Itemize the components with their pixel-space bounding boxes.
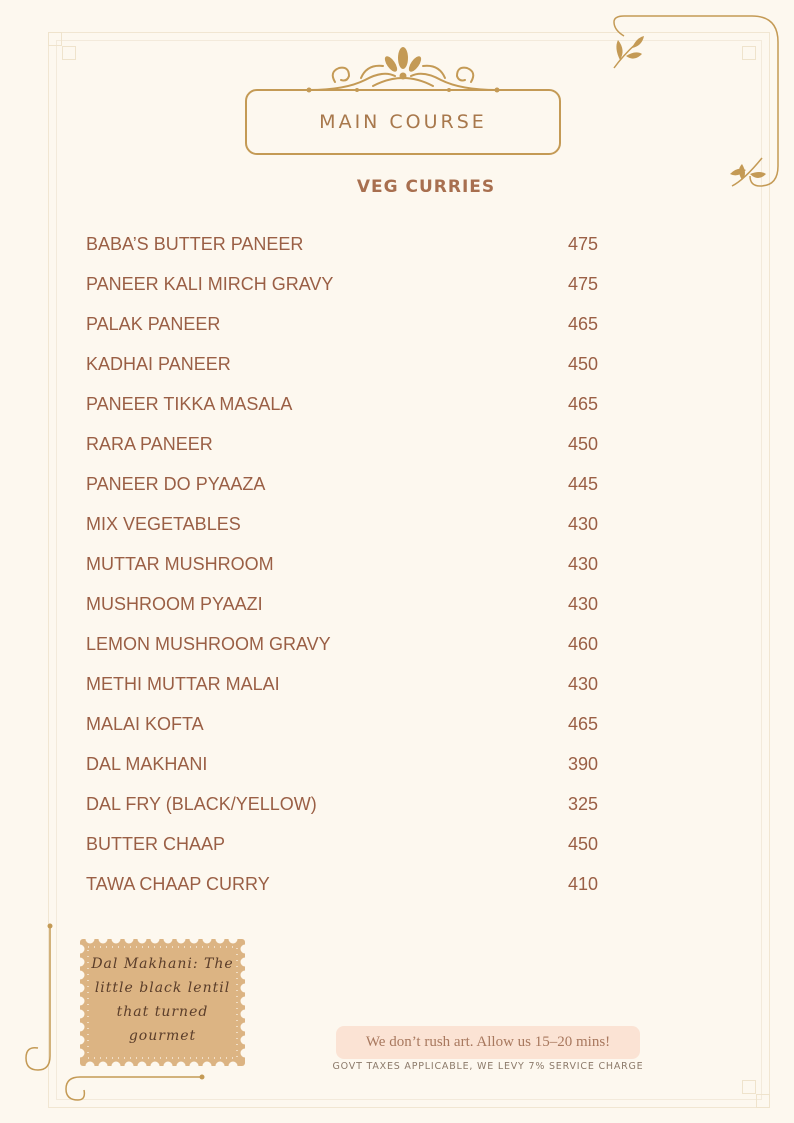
menu-item-name: METHI MUTTAR MALAI (86, 673, 280, 694)
menu-item-name: LEMON MUSHROOM GRAVY (86, 633, 331, 654)
tag-line: Dal Makhani: The (91, 956, 234, 972)
menu-item-price: 465 (567, 713, 598, 734)
menu-item-name: TAWA CHAAP CURRY (86, 873, 270, 894)
menu-item (86, 744, 602, 784)
menu-item-price: 445 (567, 473, 598, 494)
menu-item-price: 430 (567, 673, 598, 694)
page-title: MAIN COURSE (319, 111, 487, 133)
menu-item-name: DAL FRY (BLACK/YELLOW) (86, 793, 317, 814)
menu-item-name: BUTTER CHAAP (86, 833, 226, 854)
menu-item-price: 430 (567, 513, 598, 534)
menu-item (86, 704, 602, 744)
menu-item-name: MALAI KOFTA (86, 713, 204, 734)
menu-item-name: PALAK PANEER (86, 313, 221, 334)
section-title: VEG CURRIES (356, 177, 496, 197)
menu-list (86, 224, 602, 904)
menu-item-price: 430 (567, 553, 598, 574)
corner-square-tl (48, 32, 62, 46)
menu-item-name: DAL MAKHANI (86, 753, 208, 774)
corner-square-br (742, 1080, 756, 1094)
menu-item-price: 390 (567, 753, 598, 774)
menu-item (86, 384, 602, 424)
menu-item-name: MUTTAR MUSHROOM (86, 553, 274, 574)
menu-item (86, 544, 602, 584)
wait-time-note: We don’t rush art. Allow us 15–20 mins! (336, 1026, 640, 1059)
menu-item (86, 224, 602, 264)
tag-note (80, 952, 245, 1048)
menu-item (86, 424, 602, 464)
menu-item (86, 784, 602, 824)
menu-item-name: RARA PANEER (86, 433, 213, 454)
menu-item (86, 664, 602, 704)
menu-item-name: KADHAI PANEER (86, 353, 231, 374)
title-box (245, 89, 561, 155)
menu-item-price: 465 (567, 313, 598, 334)
menu-item-price: 450 (567, 433, 598, 454)
tag-line: little black lentil (94, 980, 231, 996)
corner-square-tl-2 (62, 46, 76, 60)
menu-item (86, 864, 602, 904)
menu-item-name: MUSHROOM PYAAZI (86, 593, 263, 614)
leaf-sprig-icon (606, 30, 650, 72)
menu-item-name: PANEER KALI MIRCH GRAVY (86, 273, 334, 294)
menu-item-price: 460 (567, 633, 598, 654)
menu-item (86, 344, 602, 384)
menu-item-price: 450 (567, 833, 598, 854)
tag-line: gourmet (128, 1028, 197, 1044)
menu-item (86, 584, 602, 624)
menu-item (86, 504, 602, 544)
menu-item-name: MIX VEGETABLES (86, 513, 241, 534)
menu-item-name: BABA’S BUTTER PANEER (86, 233, 304, 254)
menu-item-price: 475 (567, 273, 598, 294)
menu-item-name: PANEER TIKKA MASALA (86, 393, 293, 414)
menu-item-price: 325 (567, 793, 598, 814)
menu-item-name: PANEER DO PYAAZA (86, 473, 266, 494)
menu-item-price: 475 (567, 233, 598, 254)
menu-item (86, 624, 602, 664)
tax-note: GOVT TAXES APPLICABLE, WE LEVY 7% SERVICE CHARGE (332, 1061, 644, 1072)
corner-square-br-2 (756, 1094, 770, 1108)
menu-item (86, 824, 602, 864)
tag-line: that turned (116, 1004, 209, 1020)
menu-item (86, 304, 602, 344)
menu-item-price: 465 (567, 393, 598, 414)
menu-item-price: 430 (567, 593, 598, 614)
menu-item-price: 450 (567, 353, 598, 374)
menu-item-price: 410 (567, 873, 598, 894)
menu-item (86, 264, 602, 304)
menu-item (86, 464, 602, 504)
